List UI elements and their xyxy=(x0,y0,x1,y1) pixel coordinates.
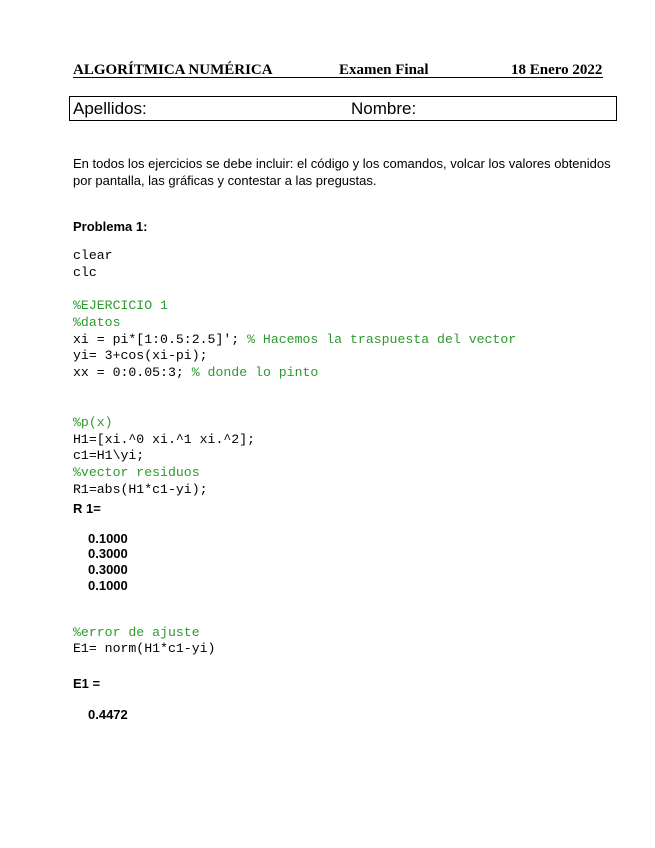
code-line-yi: yi= 3+cos(xi-pi); xyxy=(73,348,208,363)
instructions-line-1: En todos los ejercicios se debe incluir: el código y los comandos, volcar los valores obtenidos xyxy=(73,156,611,171)
code-comment-ejercicio: %EJERCICIO 1 xyxy=(73,298,168,313)
code-line-r1: R1=abs(H1*c1-yi); xyxy=(73,482,208,497)
code-line-xx xyxy=(73,365,318,382)
xx-comment: % donde lo pinto xyxy=(191,365,319,380)
code-comment-residuos: %vector residuos xyxy=(73,465,200,480)
header-underline xyxy=(73,77,603,78)
code-comment-datos: %datos xyxy=(73,315,121,330)
instructions-line-2: por pantalla, las gráficas y contestar a las pregustas. xyxy=(73,173,377,188)
name-label: Nombre: xyxy=(351,99,417,118)
code-line-xi xyxy=(73,332,516,349)
r1-value-1: 0.1000 xyxy=(88,531,128,546)
e1-value: 0.4472 xyxy=(88,707,128,722)
xi-code: xi = pi*[1:0.5:2.5]'; xyxy=(73,332,248,347)
problem-title: Problema 1: xyxy=(73,219,148,234)
surname-label: Apellidos: xyxy=(73,99,147,118)
code-comment-error: %error de ajuste xyxy=(73,625,200,640)
course-title: ALGORÍTMICA NUMÉRICA xyxy=(73,62,273,78)
xx-code: xx = 0:0.05:3; xyxy=(73,365,192,380)
code-line-e1: E1= norm(H1*c1-yi) xyxy=(73,641,216,656)
code-line-clc: clc xyxy=(73,265,97,280)
student-name-box xyxy=(69,96,617,121)
exam-title: Examen Final xyxy=(339,62,429,78)
code-line-c1: c1=H1\yi; xyxy=(73,448,145,463)
r1-value-3: 0.3000 xyxy=(88,562,128,577)
exam-date: 18 Enero 2022 xyxy=(511,62,603,78)
code-line-clear: clear xyxy=(73,248,113,263)
xi-comment: % Hacemos la traspuesta del vector xyxy=(247,332,517,347)
e1-output-label: E1 = xyxy=(73,676,101,691)
r1-output-label: R 1= xyxy=(73,501,101,516)
code-line-h1: H1=[xi.^0 xi.^1 xi.^2]; xyxy=(73,432,256,447)
r1-value-2: 0.3000 xyxy=(88,546,128,561)
code-comment-px: %p(x) xyxy=(73,415,113,430)
r1-value-4: 0.1000 xyxy=(88,578,128,593)
